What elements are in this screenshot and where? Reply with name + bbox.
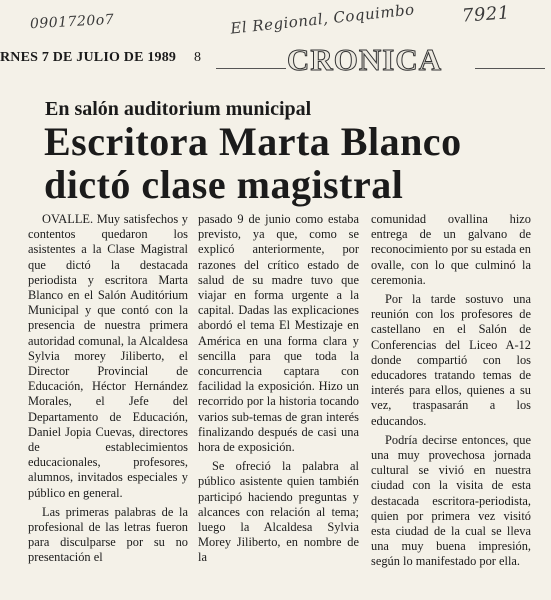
article-paragraph: Se ofreció la palabra al público asistente quien también participó haciendo preguntas y alcances con relación al tema; luego la Alcaldesa Sylvia Morey Jiliberto, en nombre de la [198,459,359,565]
header-divider [475,68,545,69]
article-headline: Escritora Marta Blanco dictó clase magistral [44,119,462,207]
article-paragraph: OVALLE. Muy satisfechos y contentos quedaron los asistentes a la Clase Magistral que dictó la destacada periodista y escritora Marta Blanco en el Salón Auditórium Municipal y que contó con la presencia de nuestra primera autoridad comunal, la Alcaldesa Sylvia morey Jiliberto, el Director Provincial de Educación, Héctor Hernández Morales, el Jefe del Departamento de Educación, Daniel Jopia Cuevas, directores de establecimientos educacionales, profesores, alumnos, invitados especiales y público en general. [28,212,188,500]
article-column-3 [371,212,531,570]
article-paragraph: Podría decirse entonces, que una muy provechosa jornada cultural se vivió en nuestra ciudad con la visita de esta destacada escritora-periodista, quien por primera vez visitó esta ciudad de la cual se lleva una muy buena impresión, según lo manifestado por ella. [371,432,531,569]
article-paragraph: Las primeras palabras de la profesional de las letras fueron para disculparse por su no presentación el [28,504,188,565]
article-column-1 [28,212,188,566]
article-paragraph: Por la tarde sostuvo una reunión con los profesores de castellano en el Salón de Conferencias del Liceo A-12 donde compartió con los educadores tratando temas de interés para ellos, quienes a su vez, traspasarán a los educandos. [371,292,531,428]
handwritten-source-note: El Regional, Coquimbo [229,0,416,38]
header-date: RNES 7 DE JULIO DE 1989 [0,50,177,65]
page-header [0,42,551,77]
handwritten-reference-number: 0901720o7 [29,11,115,33]
header-divider [216,68,286,69]
article-column-2 [198,212,359,566]
article-kicker: En salón auditorium municipal [45,98,312,120]
page-number: 8 [194,50,201,65]
handwritten-year-note: 7921 [461,2,511,27]
section-title: CRONICA [287,42,443,77]
article-paragraph: pasado 9 de junio como estaba previsto, ya que, como se explicó anteriormente, por razones del crítico estado de salud de su madre tuvo que viajar en forma urgente a la capital. Dadas las explicaciones abordó el tema El Mestizaje en América en una forma clara y sencilla para que toda la concurrencia captara con facilidad la exposición. Hizo un recorrido por la historia tocando varios sub-temas de gran interés finalizando después de casi una hora de exposición. [198,212,359,455]
article-paragraph: comunidad ovallina hizo entrega de un galvano de reconocimiento por su estada en ovalle, con lo que culminó la ceremonia. [371,212,531,287]
